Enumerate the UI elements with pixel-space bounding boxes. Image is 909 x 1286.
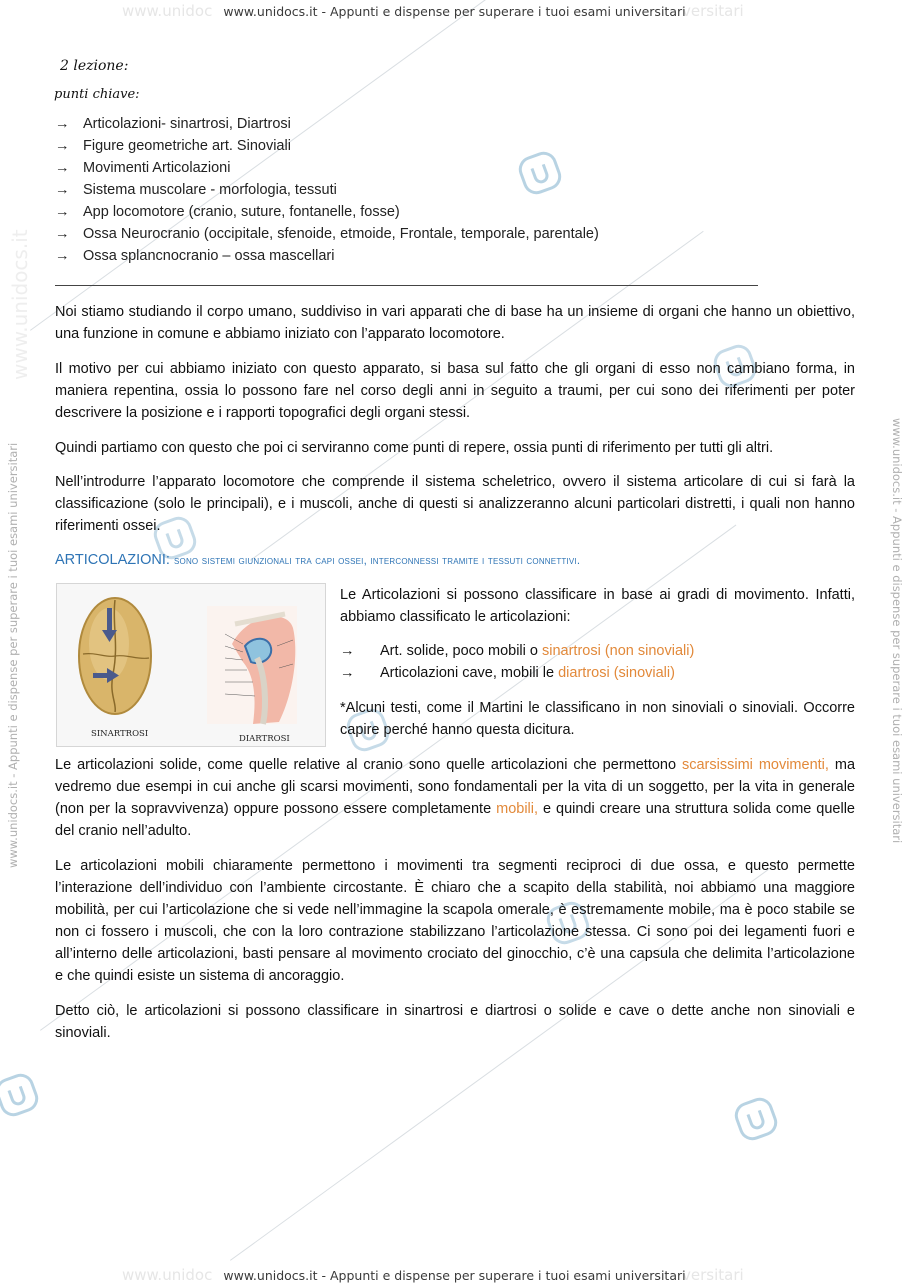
paragraph: Il motivo per cui abbiamo iniziato con questo apparato, si basa sul fatto che gli organi di esso non cambiano forma, in maniera repentina, ossia lo possono fare nel corso degli anni in seguito a traumi, per cui sono dei riferimenti per poter descrivere la posizione e i rapporti topografici degli organi stessi. <box>55 361 855 421</box>
list-item-text: Articolazioni- sinartrosi, Diartrosi <box>83 116 291 132</box>
list-item <box>55 180 599 202</box>
watermark-ghost-text: versitari <box>682 2 744 20</box>
highlight-text: diartrosi (sinoviali) <box>558 665 675 681</box>
paragraph-text: e quindi creare una struttura solida come quelle del cranio nell’adulto. <box>55 801 855 839</box>
list-item-text: Movimenti Articolazioni <box>83 160 231 176</box>
figure-label-sinartrosi: SINARTROSI <box>91 729 149 739</box>
paragraph <box>55 754 855 842</box>
paragraph: Noi stiamo studiando il corpo umano, suddiviso in vari apparati che di base ha un insieme di organi che hanno un obiettivo, una funzione in comune e abbiamo iniziato con l’apparato locomotore. <box>55 304 855 342</box>
list-item <box>340 662 694 684</box>
list-item-text: Sistema muscolare - morfologia, tessuti <box>83 182 337 198</box>
arrow-icon: → <box>55 160 70 176</box>
paragraph-text: ma vedremo due esempi in cui anche gli scarsi movimenti, sono fondamentali per la vita di un soggetto, per la vita in generale (non per la sopravvivenza) oppure possono essere completamente <box>55 757 856 817</box>
watermark-ghost-text: www.unidoc <box>122 2 213 20</box>
section-subtitle: sono sistemi giunzionali tra capi ossei, interconnessi tramite i tessuti connettivi. <box>173 555 581 567</box>
list-item <box>55 136 599 158</box>
watermark-side-left: www.unidocs.it - Appunti e dispense per superare i tuoi esami universitari <box>6 442 20 868</box>
paragraph: Le articolazioni mobili chiaramente permettono i movimenti tra segmenti reciproci di due ossa, e questo permette l’interazione dell’individuo con l’ambiente circostante. È chiaro che a scapito della stabilità, noi abbiamo una maggiore mobilità, per cui l’articolazione che si vede nell’immagine la scapola omerale, è estremamente mobile, ma è poco stabile se non ci fossero i muscoli, che con la loro contrazione stabilizzano l’articolazione stessa. Ci sono poi dei legamenti fuori e all’interno delle articolazioni, basti pensare al movimento crociato del ginocchio, c’è una capsula che delimita l’articolazione e che quindi esiste un sistema di ancoraggio. <box>55 858 855 984</box>
list-item <box>55 158 599 180</box>
highlight-text: sinartrosi (non sinoviali) <box>542 643 695 659</box>
unidocs-logo-icon <box>0 1072 40 1118</box>
list-item <box>55 114 599 136</box>
joint-figure <box>56 583 326 747</box>
arrow-icon: → <box>55 138 70 154</box>
list-item-text: App locomotore (cranio, suture, fontanelle, fosse) <box>83 204 400 220</box>
divider <box>55 285 758 286</box>
list-item-text: Ossa Neurocranio (occipitale, sfenoide, etmoide, Frontale, temporale, parentale) <box>83 226 599 242</box>
section-title: ARTICOLAZIONI: <box>55 552 170 568</box>
highlight-text: scarsissimi movimenti, <box>681 757 829 773</box>
figure-label-diartrosi: DIARTROSI <box>239 734 290 744</box>
watermark-side-ghost: www.unidocs.it <box>8 229 32 380</box>
arrow-icon: → <box>55 248 70 264</box>
list-item <box>55 202 599 224</box>
skull-illustration <box>57 584 325 746</box>
paragraph: Nell’introdurre l’apparato locomotore che comprende il sistema scheletrico, ovvero il sistema articolare di cui si farà la classificazione (solo le principali), e i muscoli, anche di questi si analizzeranno alcuni particolari distretti, i quali non hanno riferimenti ossei. <box>55 474 855 534</box>
list-item <box>55 224 599 246</box>
key-points-list <box>55 114 599 268</box>
classification-note: *Alcuni testi, come il Martini le classificano in non sinoviali o sinoviali. Occorre capire perché hanno questa dicitura. <box>340 700 855 738</box>
list-item-text: Art. solide, poco mobili o <box>380 643 542 659</box>
arrow-icon: → <box>340 643 355 659</box>
classification-list <box>340 640 694 684</box>
list-item <box>55 246 599 268</box>
arrow-icon: → <box>55 182 70 198</box>
paragraph-text: Le articolazioni solide, come quelle relative al cranio sono quelle articolazioni che permettono <box>55 757 682 773</box>
watermark-header: www.unidocs.it - Appunti e dispense per superare i tuoi esami universitari <box>223 4 686 19</box>
section-heading <box>55 552 580 568</box>
lesson-heading: 2 lezione: <box>60 58 129 74</box>
unidocs-logo-icon <box>733 1096 779 1142</box>
arrow-icon: → <box>340 665 355 681</box>
classification-intro: Le Articolazioni si possono classificare in base ai gradi di movimento. Infatti, abbiamo classificato le articolazioni: <box>340 587 855 625</box>
arrow-icon: → <box>55 116 70 132</box>
paragraph: Quindi partiamo con questo che poi ci serviranno come punti di repere, ossia punti di riferimento per tutti gli altri. <box>55 440 774 456</box>
watermark-footer: www.unidocs.it - Appunti e dispense per superare i tuoi esami universitari <box>223 1268 686 1283</box>
watermark-ghost-text: www.unidoc <box>122 1266 213 1284</box>
list-item <box>340 640 694 662</box>
paragraph: Detto ciò, le articolazioni si possono classificare in sinartrosi e diartrosi o solide e cave o dette anche non sinoviali e sinoviali. <box>55 1003 855 1041</box>
list-item-text: Articolazioni cave, mobili le <box>380 665 559 681</box>
list-item-text: Figure geometriche art. Sinoviali <box>83 138 291 154</box>
arrow-icon: → <box>55 204 70 220</box>
watermark-side-right: www.unidocs.it - Appunti e dispense per superare i tuoi esami universitari <box>890 418 904 844</box>
list-item-text: Ossa splancnocranio – ossa mascellari <box>83 248 335 264</box>
highlight-text: mobili, <box>496 801 539 817</box>
arrow-icon: → <box>55 226 70 242</box>
key-points-heading: punti chiave: <box>54 87 140 102</box>
watermark-ghost-text: versitari <box>682 1266 744 1284</box>
